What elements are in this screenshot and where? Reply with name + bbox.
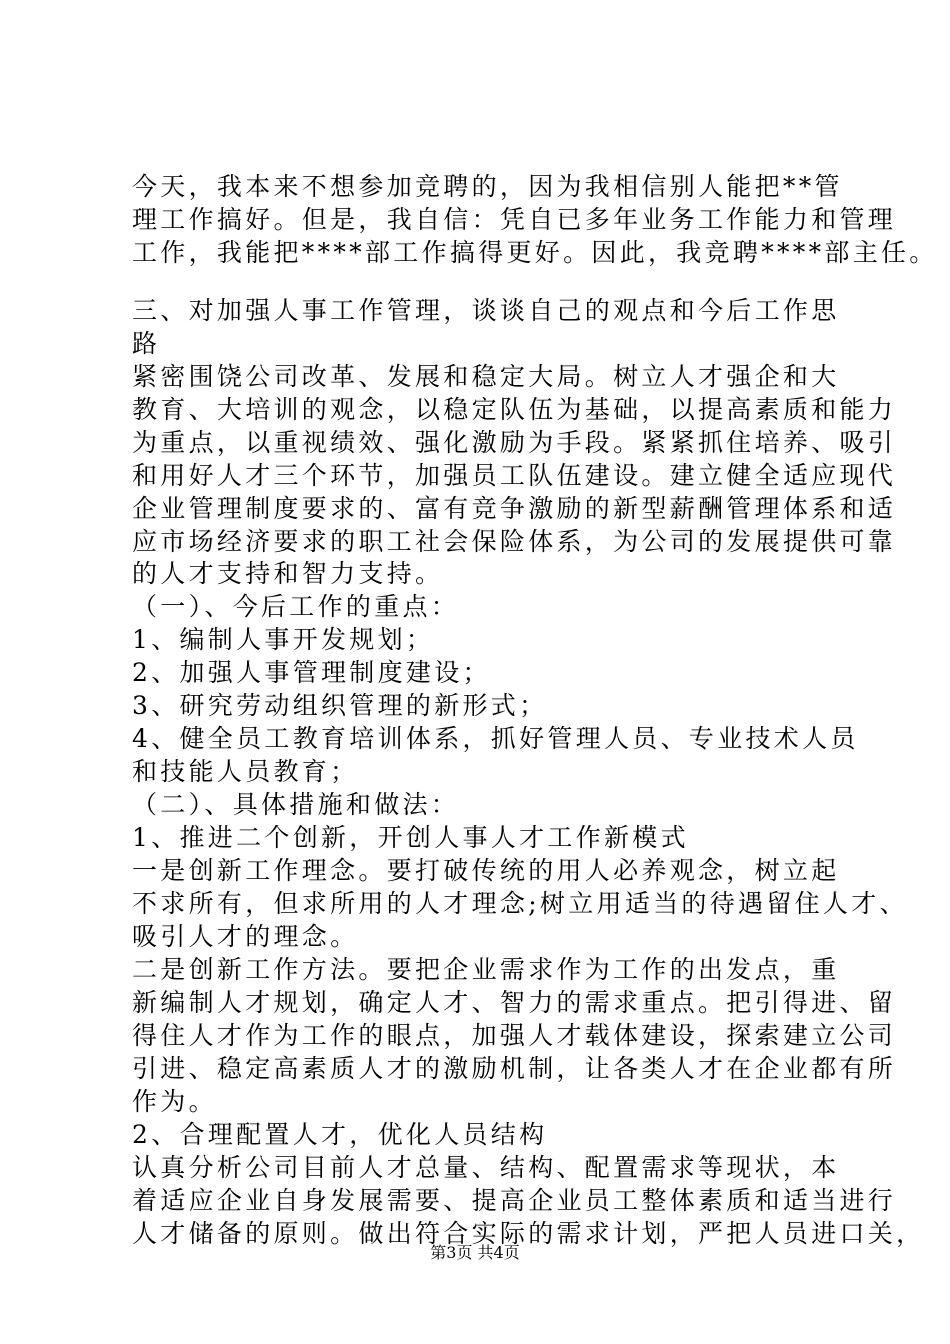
list-item: 1、推进二个创新，开创人事人才工作新模式 [132, 823, 689, 852]
text-line: 新编制人才规划，确定人才、智力的需求重点。把引得进、留 [132, 988, 897, 1017]
text-line: 人才储备的原则。做出符合实际的需求计划，严把人员进口关， [132, 1219, 925, 1248]
text-line: 企业管理制度要求的、富有竞争激励的新型薪酬管理体系和适 [132, 494, 897, 523]
text-line: 应市场经济要求的职工社会保险体系，为公司的发展提供可靠 [132, 527, 897, 556]
text-line: 教育、大培训的观念，以稳定队伍为基础，以提高素质和能力 [132, 395, 897, 424]
text-line: 为重点，以重视绩效、强化激励为手段。紧紧抓住培养、吸引 [132, 428, 897, 457]
text-line: 理工作搞好。但是，我自信：凭自已多年业务工作能力和管理 [132, 205, 897, 234]
list-item: 4、健全员工教育培训体系，抓好管理人员、专业技术人员 [132, 724, 859, 753]
text-line: 得住人才作为工作的眼点，加强人才载体建设，探索建立公司 [132, 1021, 897, 1050]
text-line: 吸引人才的理念。 [132, 922, 359, 951]
text-line: 着适应企业自身发展需要、提高企业员工整体素质和适当进行 [132, 1186, 897, 1215]
list-item: 1、编制人事开发规划； [132, 625, 435, 654]
section-heading: 三、对加强人事工作管理，谈谈自己的观点和今后工作思 [132, 296, 840, 325]
list-item: 2、合理配置人才，优化人员结构 [132, 1120, 548, 1149]
text-line: 认真分析公司目前人才总量、结构、配置需求等现状，本 [132, 1153, 840, 1182]
text-line: 引进、稳定高素质人才的激励机制，让各类人才在企业都有所 [132, 1054, 897, 1083]
list-item: 和技能人员教育； [132, 757, 359, 786]
text-line: 工作，我能把****部工作搞得更好。因此，我竞聘****部主任。 [132, 238, 938, 267]
subheading: （二）、具体措施和做法： [132, 790, 460, 819]
page-footer: 第3页 共4页 [430, 1243, 520, 1262]
text-line: 的人才支持和智力支持。 [132, 559, 444, 588]
text-line: 不求所有，但求所用的人才理念;树立用适当的待遇留住人才、 [132, 889, 908, 918]
text-line: 今天，我本来不想参加竞聘的，因为我相信别人能把**管 [132, 172, 843, 201]
text-line: 和用好人才三个环节，加强员工队伍建设。建立健全适应现代 [132, 461, 897, 490]
text-line: 作为。 [132, 1087, 217, 1116]
text-line: 二是创新工作方法。要把企业需求作为工作的出发点，重 [132, 955, 840, 984]
text-line: 一是创新工作理念。要打破传统的用人必养观念，树立起 [132, 856, 840, 885]
text-line: 紧密围饶公司改革、发展和稳定大局。树立人才强企和大 [132, 362, 840, 391]
subheading: （一）、今后工作的重点： [132, 592, 460, 621]
list-item: 2、加强人事管理制度建设； [132, 658, 491, 687]
list-item: 3、研究劳动组织管理的新形式； [132, 691, 548, 720]
section-heading: 路 [132, 329, 161, 358]
